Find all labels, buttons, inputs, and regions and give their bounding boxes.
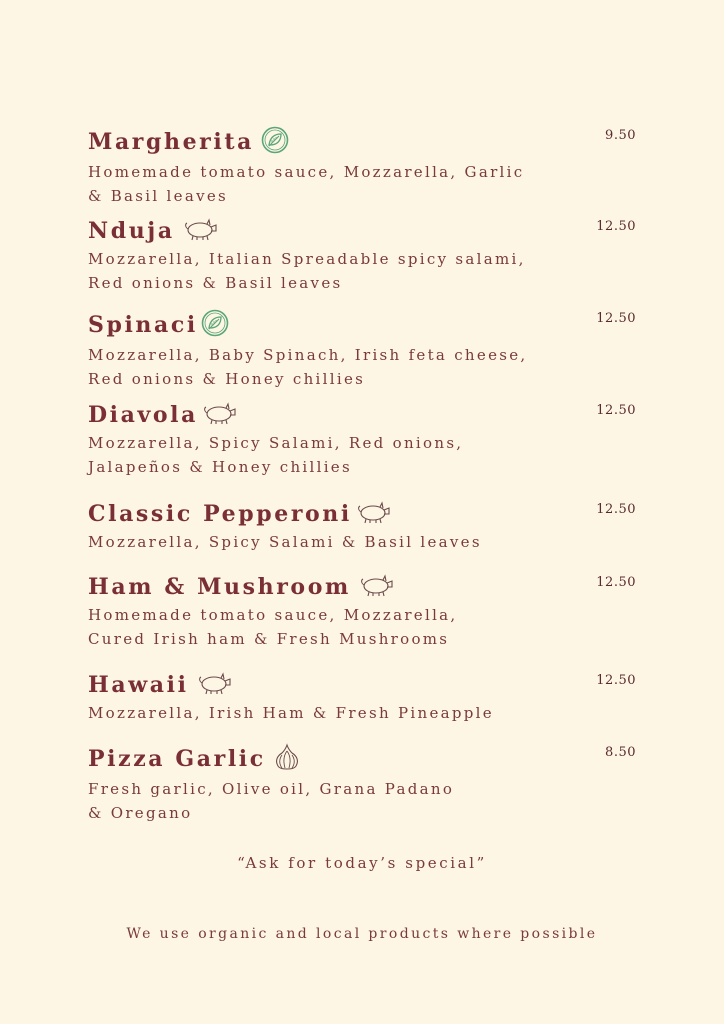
item-description (88, 431, 578, 479)
item-name: Hawaii (88, 672, 189, 698)
item-name: Classic Pepperoni (88, 501, 352, 527)
footer-note: We use organic and local products where possible (126, 926, 598, 942)
vegetarian-leaf-icon (261, 126, 289, 158)
item-name: Nduja (88, 218, 175, 244)
special-note: “Ask for today’s special” (237, 854, 487, 872)
description-line: Mozzarella, Italian Spreadable spicy salami, (88, 250, 526, 268)
item-price: 12.50 (596, 403, 636, 418)
description-line: Mozzarella, Baby Spinach, Irish feta cheese, (88, 346, 528, 364)
item-name: Spinaci (88, 312, 198, 338)
description-line: Mozzarella, Spicy Salami & Basil leaves (88, 533, 482, 551)
item-description (88, 701, 578, 725)
pig-icon (182, 217, 220, 245)
menu-item (88, 743, 636, 825)
pig-icon (196, 671, 234, 699)
description-line: Fresh garlic, Olive oil, Grana Padano (88, 780, 455, 798)
description-line: & Oregano (88, 804, 193, 822)
description-line: Mozzarella, Irish Ham & Fresh Pineapple (88, 704, 494, 722)
item-name: Diavola (88, 402, 198, 428)
pig-icon (358, 573, 396, 601)
item-price: 8.50 (605, 745, 636, 760)
item-price: 12.50 (596, 575, 636, 590)
item-name: Pizza Garlic (88, 746, 266, 772)
pig-icon (355, 500, 393, 528)
menu-item (88, 573, 636, 651)
description-line: Red onions & Basil leaves (88, 274, 343, 292)
item-description (88, 530, 578, 554)
description-line: Homemade tomato sauce, Mozzarella, Garlic (88, 163, 525, 181)
item-name: Margherita (88, 129, 254, 155)
menu-item (88, 126, 636, 208)
item-description (88, 160, 578, 208)
item-price: 9.50 (605, 128, 636, 143)
description-line: Homemade tomato sauce, Mozzarella, (88, 606, 458, 624)
item-description (88, 603, 578, 651)
item-price: 12.50 (596, 311, 636, 326)
menu-item (88, 401, 636, 479)
item-price: 12.50 (596, 219, 636, 234)
description-line: & Basil leaves (88, 187, 229, 205)
pig-icon (201, 401, 239, 429)
item-description (88, 343, 578, 391)
item-price: 12.50 (596, 673, 636, 688)
item-price: 12.50 (596, 502, 636, 517)
menu-item (88, 217, 636, 295)
description-line: Jalapeños & Honey chillies (88, 458, 352, 476)
description-line: Red onions & Honey chillies (88, 370, 366, 388)
vegetarian-leaf-icon (201, 309, 229, 341)
description-line: Mozzarella, Spicy Salami, Red onions, (88, 434, 464, 452)
item-name: Ham & Mushroom (88, 574, 351, 600)
menu-item (88, 500, 636, 554)
menu-item (88, 309, 636, 391)
menu-item (88, 671, 636, 725)
item-description (88, 777, 578, 825)
garlic-icon (273, 743, 301, 775)
item-description (88, 247, 578, 295)
description-line: Cured Irish ham & Fresh Mushrooms (88, 630, 450, 648)
